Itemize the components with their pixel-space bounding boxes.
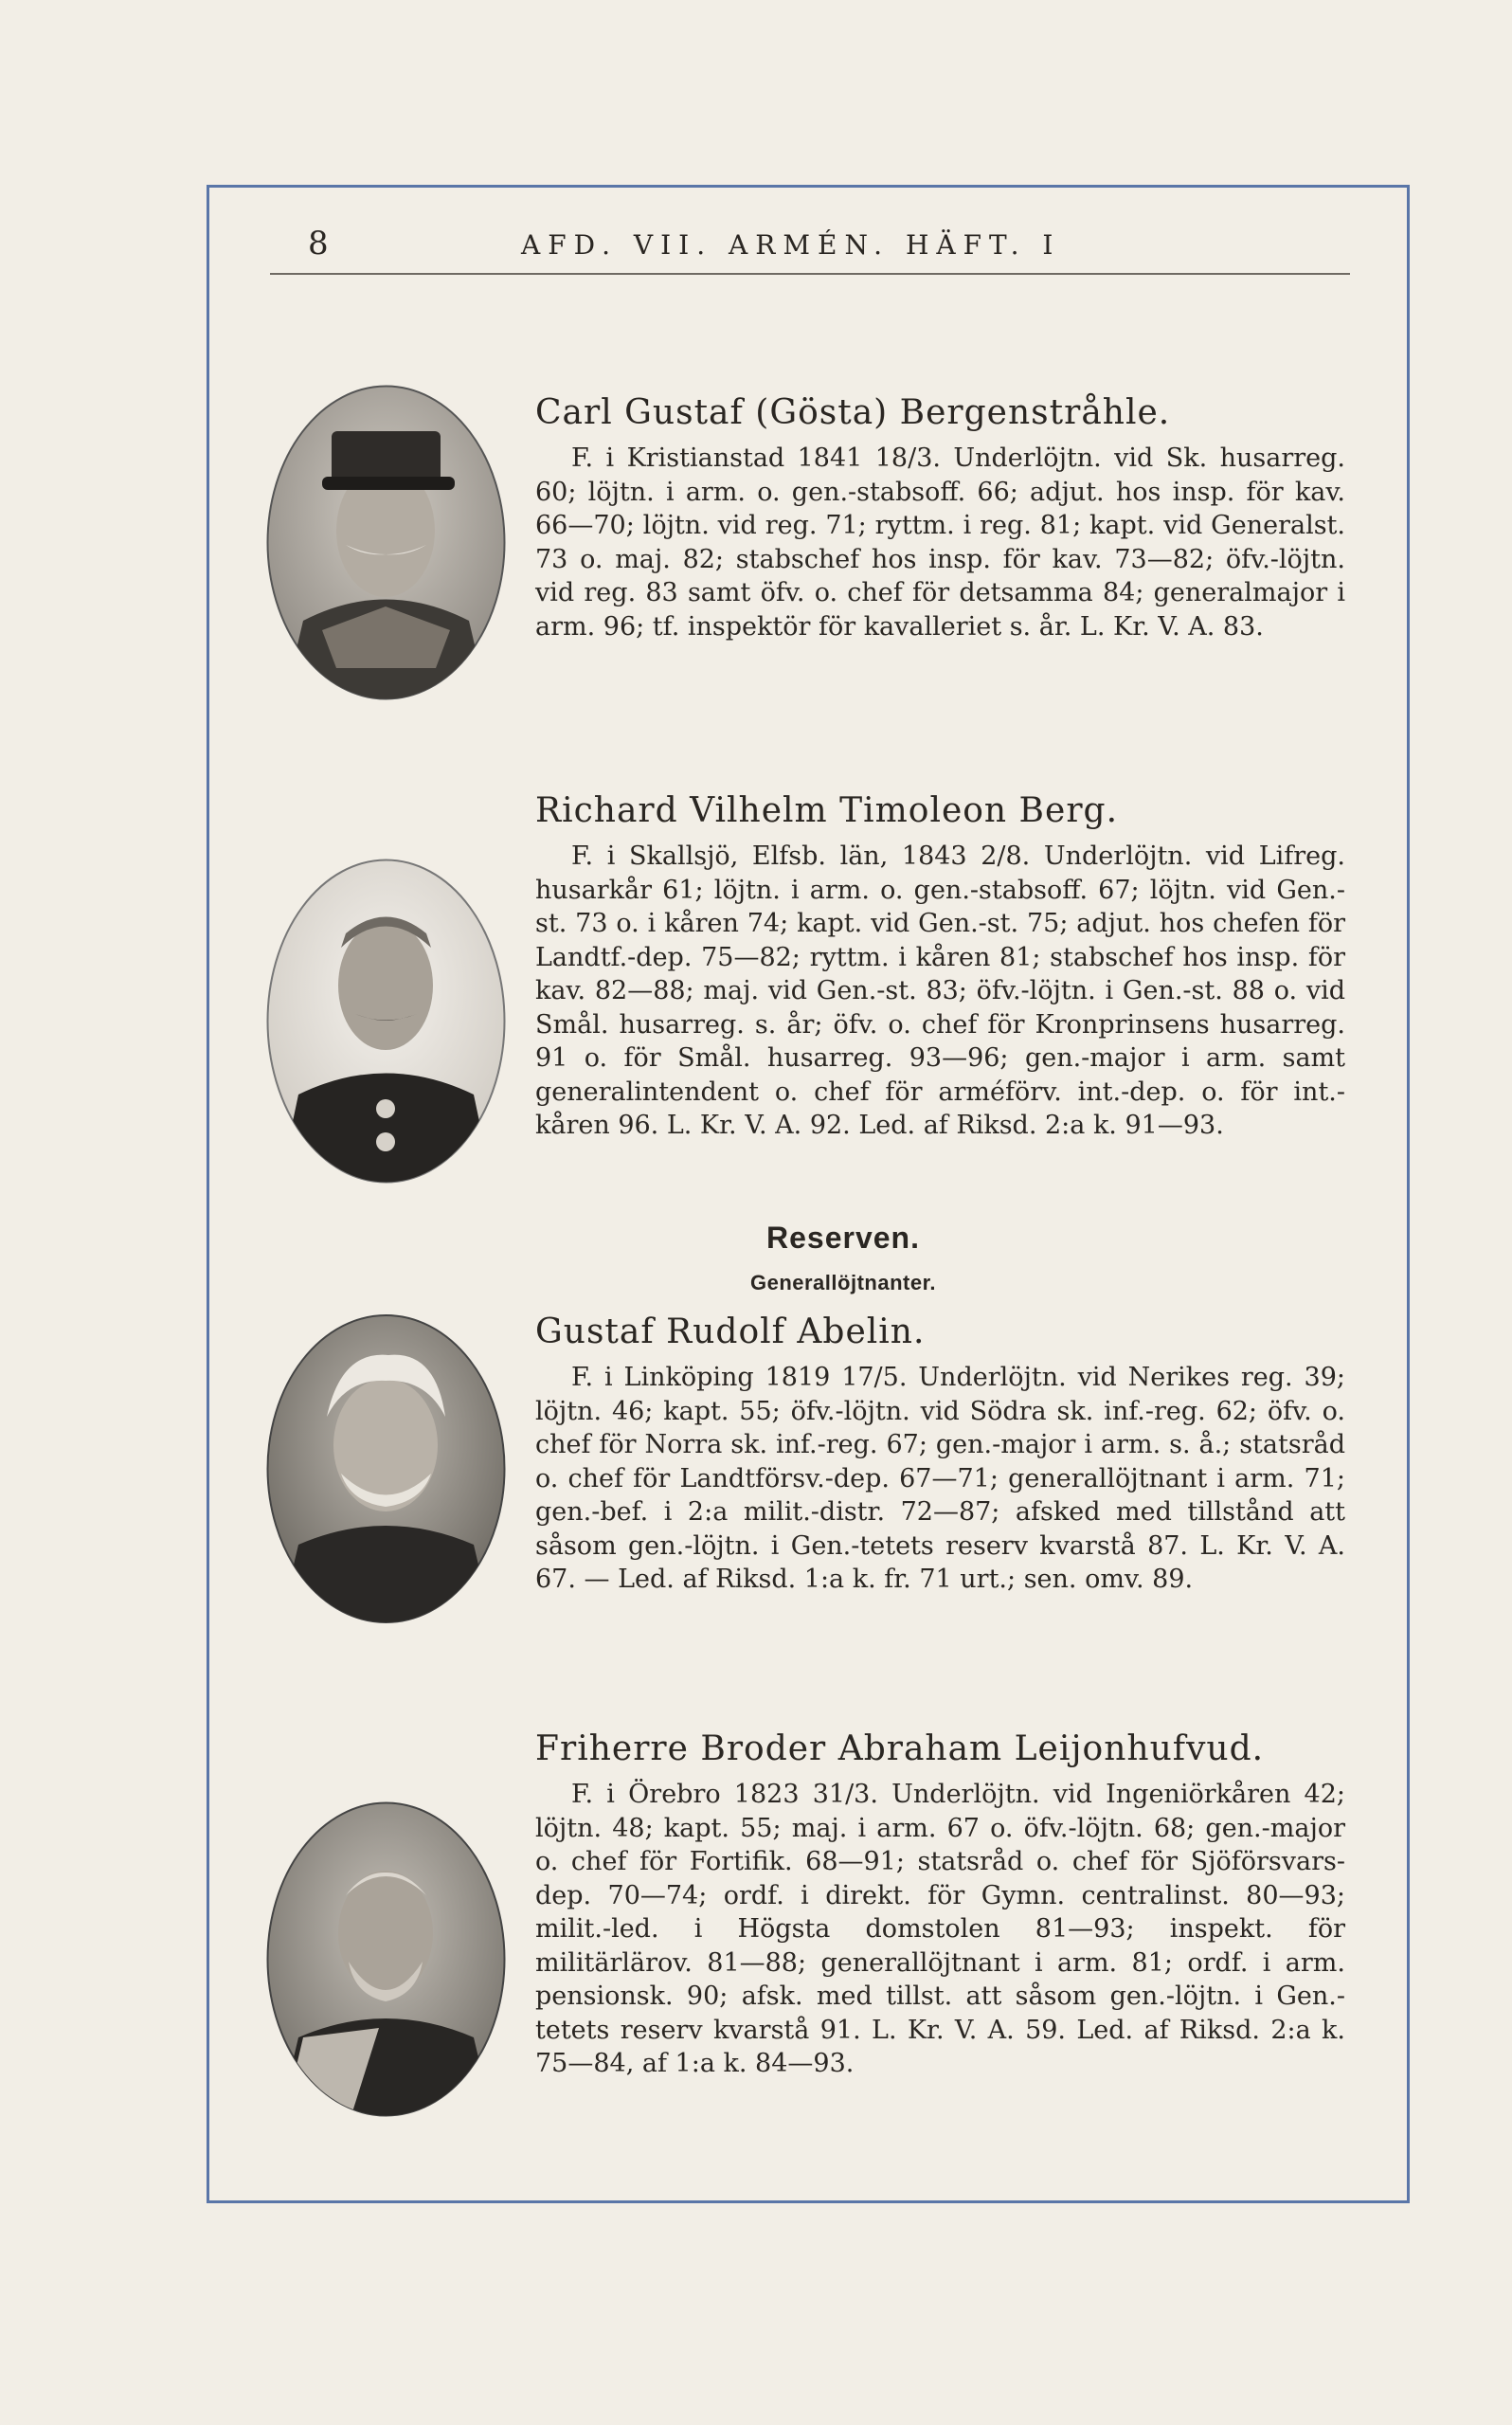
entry-text <box>535 1312 1345 1597</box>
portrait-leijonhufvud <box>265 1801 507 2118</box>
entry-text <box>535 393 1345 643</box>
section-subtitle: Generallöjtnanter. <box>749 1271 937 1294</box>
entry-text <box>535 791 1345 1143</box>
portrait-oval-image <box>265 1801 507 2118</box>
running-title: AFD. VII. ARMÉN. HÄFT. I <box>521 229 1061 261</box>
portrait-bergenstrahle <box>265 384 507 701</box>
running-head <box>270 220 1350 275</box>
person-name: Richard Vilhelm Timoleon Berg. <box>535 791 1119 830</box>
section-title: Reserven. <box>766 1221 920 1255</box>
biography: F. i Skallsjö, Elfsb. län, 1843 2/8. Underlöjtn. vid Lifreg. husarkår 61; löjtn. i arm. o. gen.-stabsoff. 67; löjtn. vid Gen.-st. 73 o. i kåren 74; kapt. vid Gen.-st. 75; adjut. hos chefen för Landtf.-dep. 75—82; ryttm. i kåren 81; stabschef hos insp. för kav. 82—88; maj. vid Gen.-st. 83; öfv.-löjtn. i Gen.-st. 88 o. vid Smål. husarreg. s. år; öfv. o. chef för Kronprinsens husarreg. 91 o. för Smål. husarreg. 93—96; gen.-major i arm. samt generalintendent o. chef för arméförv. int.-dep. o. för int.-kåren 96. L. Kr. V. A. 92. Led. af Riksd. 2:a k. 91—93. <box>535 842 1345 1140</box>
person-name: Gustaf Rudolf Abelin. <box>535 1312 926 1351</box>
person-name: Friherre Broder Abraham Leijonhufvud. <box>535 1729 1265 1768</box>
entry-text <box>535 1729 1345 2081</box>
portrait-oval-image <box>265 858 507 1185</box>
section-heading <box>535 1221 1151 1295</box>
portrait-oval-image <box>265 384 507 701</box>
portrait-berg <box>265 858 507 1185</box>
page-number: 8 <box>308 225 329 262</box>
portrait-oval-image <box>265 1312 507 1625</box>
biography: F. i Kristianstad 1841 18/3. Underlöjtn. vid Sk. husarreg. 60; löjtn. i arm. o. gen.-stabsoff. 66; adjut. hos insp. för kav. 66—70; löjtn. vid reg. 71; ryttm. i reg. 81; kapt. vid Generalst. 73 o. maj. 82; stabschef hos insp. för kav. 73—82; öfv.-löjtn. vid reg. 83 samt öfv. o. chef för detsamma 84; generalmajor i arm. 96; tf. inspektör för kavalleriet s. år. L. Kr. V. A. 83. <box>535 443 1345 642</box>
portrait-abelin <box>265 1312 507 1625</box>
person-name: Carl Gustaf (Gösta) Bergenstråhle. <box>535 393 1171 432</box>
biography: F. i Örebro 1823 31/3. Underlöjtn. vid Ingeniörkåren 42; löjtn. 48; kapt. 55; maj. i arm. 67 o. öfv.-löjtn. 68; gen.-major o. chef för Fortifik. 68—91; statsråd o. chef för Sjöförsvars-dep. 70—74; ordf. i direkt. för Gymn. centralinst. 80—93; milit.-led. i Högsta domstolen 81—93; inspekt. för militärlärov. 81—88; generallöjtnant i arm. 81; ordf. i arm. pensionsk. 90; afsk. med tillst. att såsom gen.-löjtn. i Gen.-tetets reserv kvarstå 91. L. Kr. V. A. 59. Led. af Riksd. 2:a k. 75—84, af 1:a k. 84—93. <box>535 1780 1345 2078</box>
biography: F. i Linköping 1819 17/5. Underlöjtn. vid Nerikes reg. 39; löjtn. 46; kapt. 55; öfv.-löjtn. vid Södra sk. inf.-reg. 62; öfv. o. chef för Norra sk. inf.-reg. 67; gen.-major i arm. s. å.; statsråd o. chef för Landtförsv.-dep. 67—71; generallöjtnant i arm. 71; gen.-bef. i 2:a milit.-distr. 72—87; afsked med tillstånd att såsom gen.-löjtn. i Gen.-tetets reserv kvarstå 87. L. Kr. V. A. 67. — Led. af Riksd. 1:a k. fr. 71 urt.; sen. omv. 89. <box>535 1363 1345 1594</box>
